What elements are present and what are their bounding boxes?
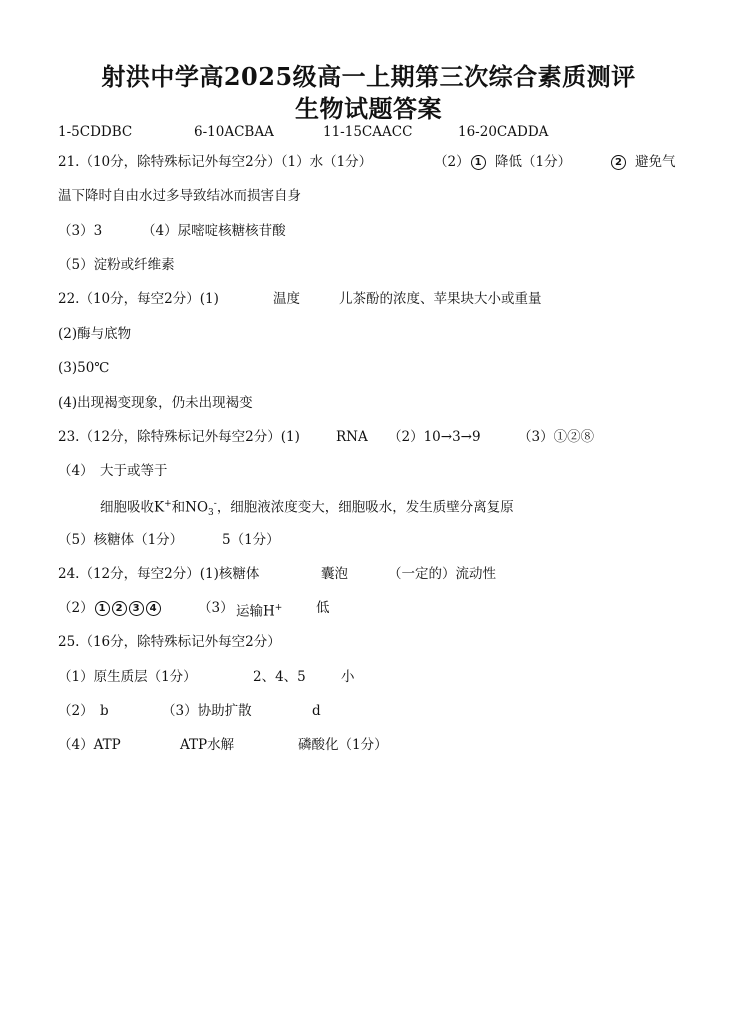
q22-part3: (3)50℃ [58,360,110,376]
circled-number-icon: 2 [112,601,127,616]
q21-part2-label: （2） 1 [434,153,487,171]
q25-part4: （4）ATP [58,737,121,753]
q23-explanation: 细胞吸收K+和$NO_3^-$，细胞液浓度变大，细胞吸水，发生质壁分离复原 [100,499,514,519]
q25-answer-5: 磷酸化（1分） [298,737,388,753]
mc-group-1: 1-5CDDBC [58,124,133,140]
q21-part3: （3）3 [58,223,103,239]
q25-answer-2: 小 [341,669,355,685]
q25-answer-1: 2、4、5 [253,669,306,685]
q23-part4: （4） [58,463,94,479]
q21-part2-sub2: 2 避免气 [610,153,676,171]
circled-number-icon: 1 [471,155,486,170]
circled-number-icon: 1 [95,601,110,616]
q22-answer-2: 儿茶酚的浓度、苹果块大小或重量 [339,291,542,307]
q21-line-2: 温下降时自由水过多导致结冰而损害自身 [58,188,301,204]
q24-answer-1: 囊泡 [321,566,348,582]
q25-answer-2b: b [100,703,109,719]
q24-part3: （3） [198,600,234,616]
q25-head: 25.（16分，除特殊标记外每空2分） [58,634,281,650]
q21-part4: （4）尿嘧啶核糖核苷酸 [142,223,286,239]
q22-part4: (4)出现褐变现象，仍未出现褐变 [58,395,253,411]
q22-head: 22.（10分，每空2分）(1) [58,291,219,307]
q24-answer-4: 低 [316,600,330,616]
mc-group-4: 16-20CADDA [458,124,549,140]
circled-number-icon: 3 [129,601,144,616]
mc-group-2: 6-10ACBAA [194,124,274,140]
q25-part1: （1）原生质层（1分） [58,669,197,685]
q23-part3: （3）①②⑧ [518,429,595,445]
mc-group-3: 11-15CAACC [323,124,413,140]
q25-answer-3: d [312,703,321,719]
circled-number-icon: 4 [146,601,161,616]
q24-answer-3: 运输H+ [236,603,283,620]
page-subtitle: 生物试题答案 [295,94,442,123]
q25-part3: （3）协助扩散 [162,703,252,719]
page-title: 射洪中学高2025级高一上期第三次综合素质测评 [101,62,636,91]
q25-answer-4: ATP水解 [180,737,235,753]
q24-answer-2: （一定的）流动性 [388,566,496,582]
q25-part2: （2） [58,703,94,719]
q23-head: 23.（12分，除特殊标记外每空2分）(1) [58,429,300,445]
q23-answer-4: 大于或等于 [100,463,168,479]
q21-answer-1: 降低（1分） [495,154,572,170]
q21-part5: （5）淀粉或纤维素 [58,257,175,273]
q23-answer-1: RNA [336,429,368,445]
q23-answer-5: 5（1分） [222,532,280,548]
circled-number-icon: 2 [611,155,626,170]
q24-part2: （2） 1 2 3 4 [58,599,162,617]
q22-answer-1: 温度 [273,291,300,307]
q23-part5: （5）核糖体（1分） [58,532,184,548]
q21-head: 21.（10分，除特殊标记外每空2分）（1）水（1分） [58,154,373,170]
q24-head: 24.（12分，每空2分）(1)核糖体 [58,566,260,582]
q23-part2: （2）10→3→9 [388,429,481,445]
q22-part2: (2)酶与底物 [58,326,132,342]
